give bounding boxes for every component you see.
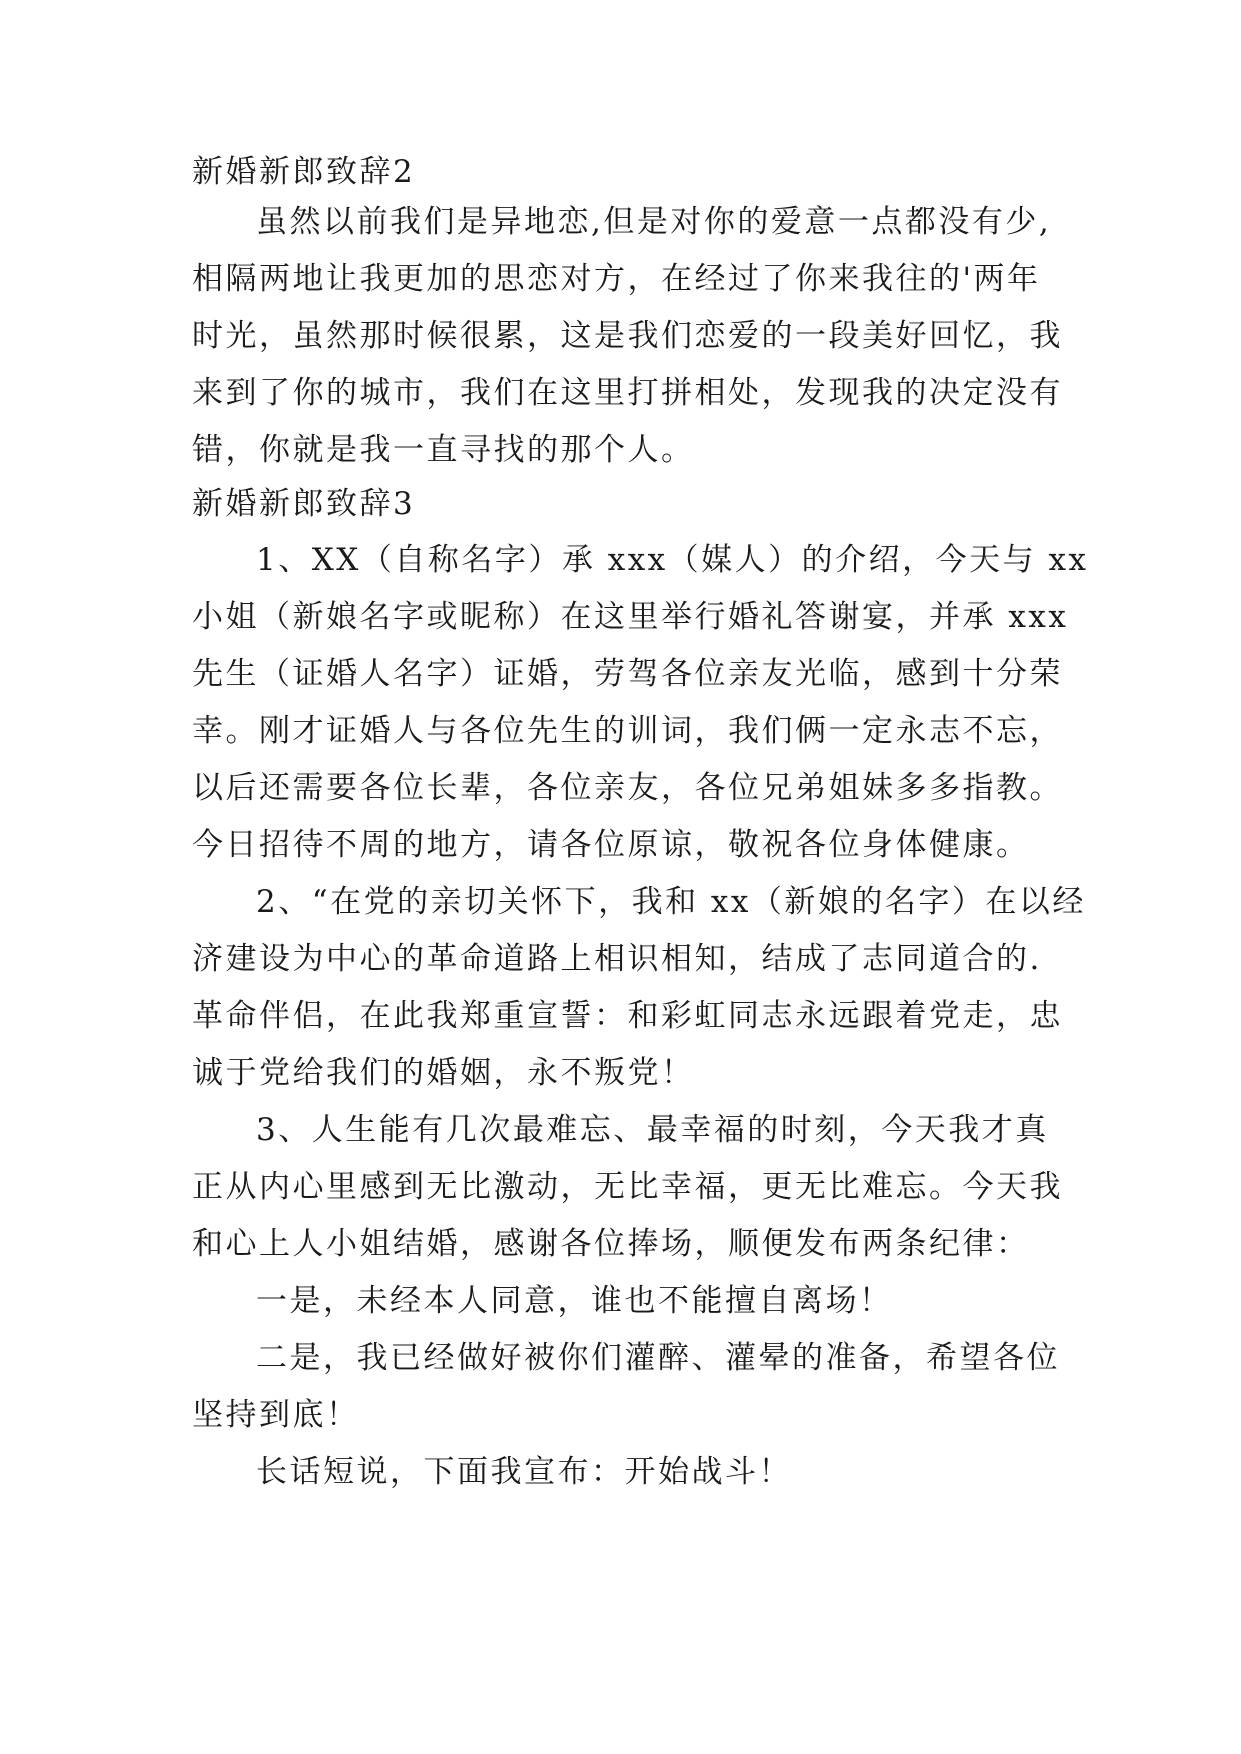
paragraph-line: 长话短说，下面我宣布：开始战斗！ bbox=[256, 1454, 792, 1490]
paragraph-line: 1、XX（自称名字）承 xxx（媒人）的介绍，今天与 xx bbox=[256, 542, 1089, 578]
paragraph-line: 诚于党给我们的婚姻，永不叛党！ bbox=[192, 1055, 695, 1091]
paragraph-line: 今日招待不周的地方，请各位原谅，敬祝各位身体健康。 bbox=[192, 827, 1030, 863]
paragraph-line: 正从内心里感到无比激动，无比幸福，更无比难忘。今天我 bbox=[192, 1169, 1063, 1205]
paragraph-line: 先生（证婚人名字）证婚，劳驾各位亲友光临，感到十分荣 bbox=[192, 656, 1063, 692]
paragraph-line: 幸。刚才证婚人与各位先生的训词，我们俩一定永志不忘， bbox=[192, 713, 1063, 749]
paragraph-line: 相隔两地让我更加的思恋对方，在经过了你来我往的'两年 bbox=[192, 261, 1041, 297]
paragraph-line: 和心上人小姐结婚，感谢各位捧场，顺便发布两条纪律： bbox=[192, 1226, 1030, 1262]
paragraph-line: 来到了你的城市，我们在这里打拼相处，发现我的决定没有 bbox=[192, 375, 1063, 411]
section-heading-3: 新婚新郎致辞3 bbox=[192, 486, 416, 522]
paragraph-line: 一是，未经本人同意，谁也不能擅自离场！ bbox=[256, 1283, 893, 1319]
paragraph-line: 以后还需要各位长辈，各位亲友，各位兄弟姐妹多多指教。 bbox=[192, 770, 1063, 806]
paragraph-line: 小姐（新娘名字或昵称）在这里举行婚礼答谢宴，并承 xxx bbox=[192, 599, 1069, 635]
paragraph-line: 济建设为中心的革命道路上相识相知，结成了志同道合的. bbox=[192, 941, 1042, 977]
paragraph-line: 坚持到底！ bbox=[192, 1397, 360, 1433]
paragraph-line: 革命伴侣，在此我郑重宣誓：和彩虹同志永远跟着党走，忠 bbox=[192, 998, 1063, 1034]
paragraph-line: 二是，我已经做好被你们灌醉、灌晕的准备，希望各位 bbox=[256, 1340, 1060, 1376]
paragraph-line: 虽然以前我们是异地恋,但是对你的爱意一点都没有少, bbox=[256, 204, 1052, 240]
paragraph-line: 2、“在党的亲切关怀下，我和 xx（新娘的名字）在以经 bbox=[256, 884, 1086, 920]
section-heading-2: 新婚新郎致辞2 bbox=[192, 154, 416, 190]
paragraph-line: 3、人生能有几次最难忘、最幸福的时刻，今天我才真 bbox=[256, 1112, 1049, 1148]
paragraph-line: 时光，虽然那时候很累，这是我们恋爱的一段美好回忆，我 bbox=[192, 318, 1063, 354]
paragraph-line: 错，你就是我一直寻找的那个人。 bbox=[192, 432, 695, 468]
